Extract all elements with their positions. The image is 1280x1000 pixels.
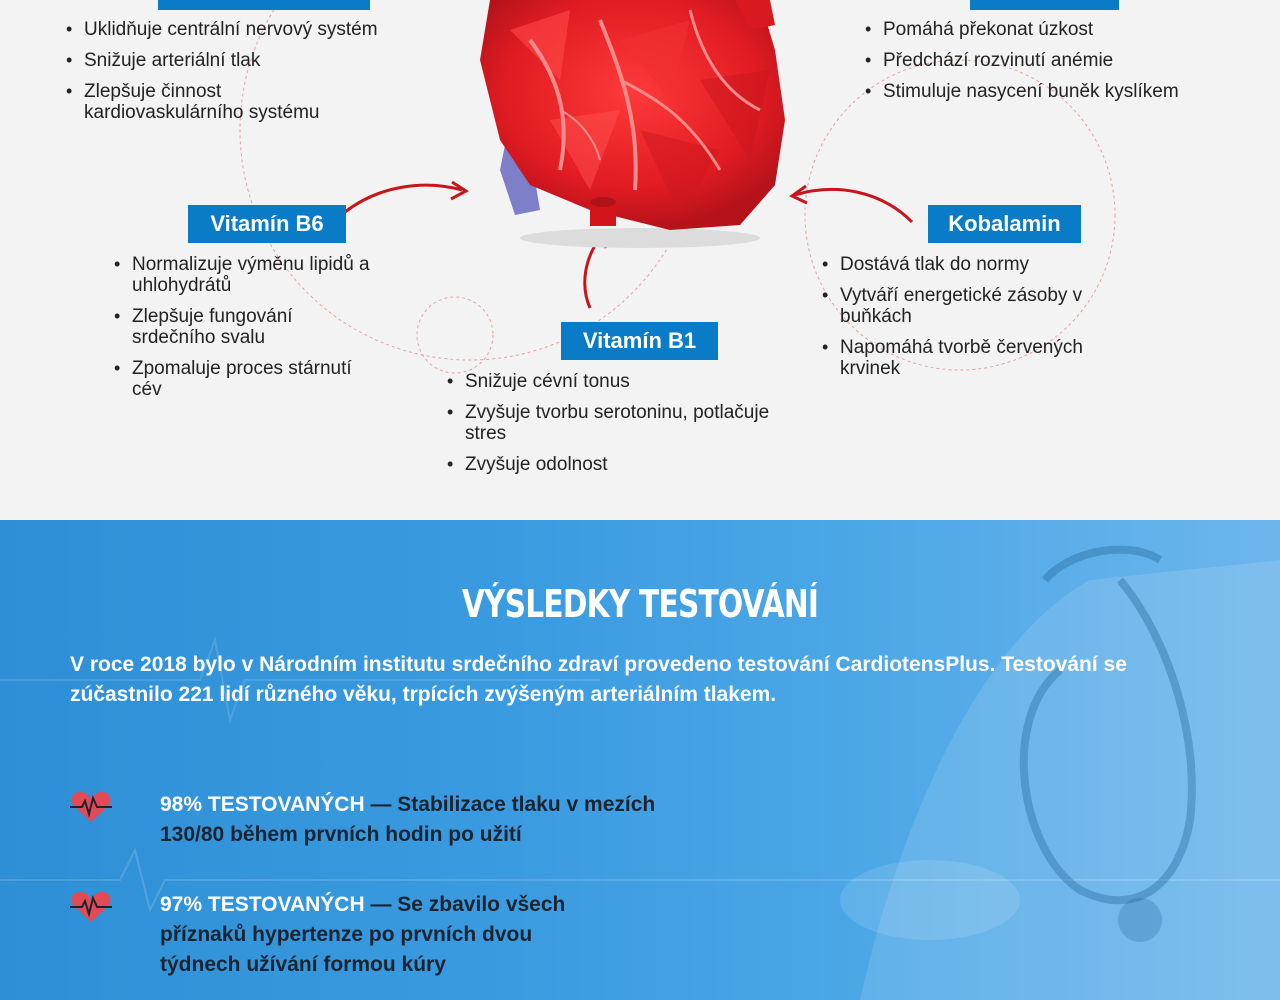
testing-intro-text: V roce 2018 bylo v Národním institutu srdečního zdraví provedeno testování CardiotensPlus. Testování se zúčastnilo 221 lidí různého věku, trpících zvýšeným arteriálním tlakem.: [70, 653, 1127, 706]
curved-arrow-icon: [345, 182, 466, 212]
result-description: — Stabilizace tlaku v mezích 130/80 během prvních hodin po užití: [160, 793, 656, 846]
top-left-benefits-list: [66, 19, 446, 133]
list-item: • Snižuje cévní tonus: [447, 371, 827, 392]
vitamin-b1-label: Vitamín B1: [561, 322, 718, 360]
result-text: [160, 890, 600, 980]
kobalamin-label: Kobalamin: [928, 205, 1081, 243]
list-item: • Normalizuje výměnu lipidů a uhlohydrátů: [114, 254, 414, 296]
curved-arrow-icon: [792, 186, 912, 222]
top-left-label-stub: [158, 0, 370, 10]
list-item: • Zlepšuje fungování srdečního svalu: [114, 306, 334, 348]
list-item: • Zpomaluje proces stárnutí cév: [114, 358, 384, 400]
list-item: • Vytváří energetické zásoby v buňkách: [822, 285, 1112, 327]
list-item: • Uklidňuje centrální nervový systém: [66, 19, 446, 40]
list-item: • Zlepšuje činnost kardiovaskulárního systému: [66, 81, 356, 123]
list-item: • Snižuje arteriální tlak: [66, 50, 446, 71]
heartbeat-icon: [70, 890, 112, 924]
result-item: [70, 790, 690, 860]
heartbeat-icon: [70, 790, 112, 824]
heart-illustration: [470, 0, 810, 250]
result-percent: 98% TESTOVANÝCH: [160, 793, 365, 816]
result-description: — Se zbavilo všech příznaků hypertenze po prvních dvou týdnech užívání formou kúry: [160, 893, 566, 976]
result-text: [160, 790, 660, 850]
list-item: • Zvyšuje tvorbu serotoninu, potlačuje stres: [447, 402, 807, 444]
kobalamin-benefits-list: [822, 254, 1122, 389]
result-item: [70, 890, 690, 990]
top-right-label-stub: [970, 0, 1119, 10]
list-item: • Stimuluje nasycení buněk kyslíkem: [865, 81, 1265, 102]
vitamin-b6-label: Vitamín B6: [188, 205, 346, 243]
vitamin-b6-benefits-list: [114, 254, 414, 410]
result-percent: 97% TESTOVANÝCH: [160, 893, 365, 916]
list-item: • Napomáhá tvorbě červených krvinek: [822, 337, 1112, 379]
list-item: • Zvyšuje odolnost: [447, 454, 827, 475]
list-item: • Pomáhá překonat úzkost: [865, 19, 1265, 40]
top-right-benefits-list: [865, 19, 1265, 112]
testing-results-section: [0, 520, 1280, 1000]
vitamin-b1-benefits-list: [447, 371, 827, 485]
list-item: • Předchází rozvinutí anémie: [865, 50, 1265, 71]
section-title: VÝSLEDKY TESTOVÁNÍ: [461, 582, 819, 626]
list-item: • Dostává tlak do normy: [822, 254, 1122, 275]
